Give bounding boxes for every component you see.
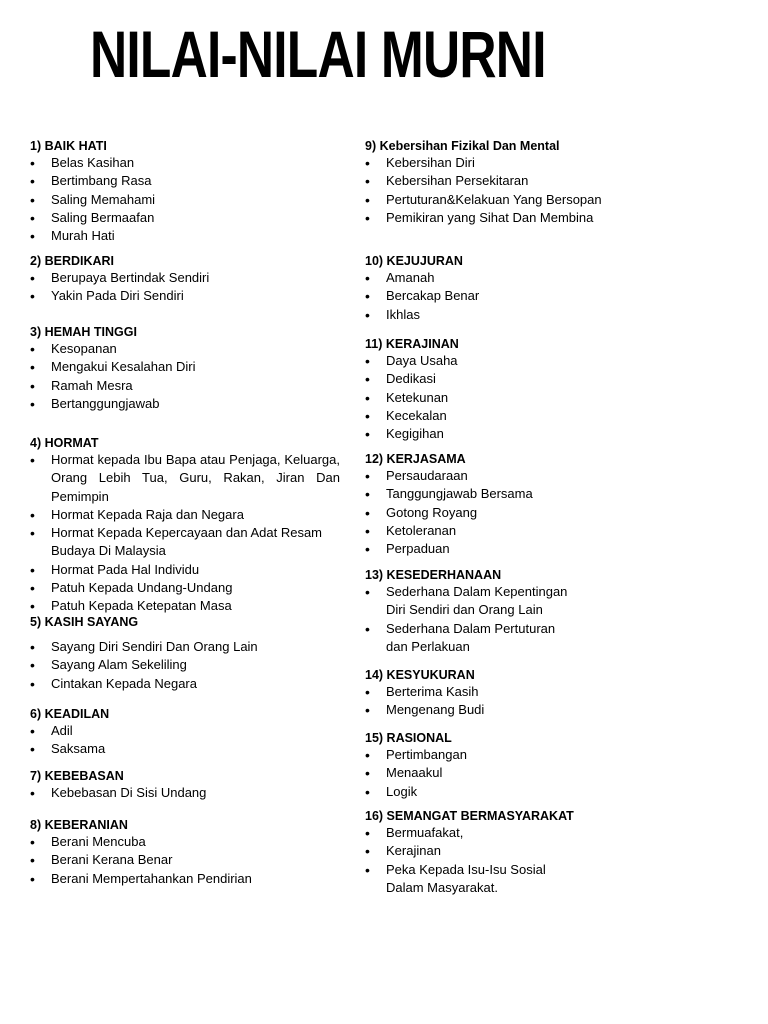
list-item: • Ketoleranan [365, 522, 675, 540]
list-item: • Belas Kasihan [30, 154, 340, 172]
section-rasional [365, 730, 675, 802]
list-item: • Daya Usaha [365, 352, 675, 370]
section-baik-hati [30, 138, 340, 245]
list-item: • Kebersihan Diri [365, 154, 675, 172]
value-list [30, 784, 340, 802]
list-item: • Menaakul [365, 764, 675, 782]
list-item: • Bertimbang Rasa [30, 172, 340, 190]
section-title: 8) KEBERANIAN [30, 818, 128, 832]
list-item: • Sayang Alam Sekeliling [30, 656, 340, 674]
section-kebebasan [30, 768, 340, 802]
section-title: 1) BAIK HATI [30, 139, 107, 153]
value-list [30, 638, 340, 693]
list-item: • Saksama [30, 740, 340, 758]
list-item: • Murah Hati [30, 227, 340, 245]
section-title: 15) RASIONAL [365, 731, 452, 745]
list-item: • Hormat Pada Hal Individu [30, 561, 340, 579]
list-item: • Ikhlas [365, 306, 675, 324]
list-item: • Pemikiran yang Sihat Dan Membina [365, 209, 675, 227]
list-item: • Logik [365, 783, 675, 801]
list-item: • Saling Memahami [30, 191, 340, 209]
section-title: 5) KASIH SAYANG [30, 615, 139, 629]
list-item: • Mengenang Budi [365, 701, 675, 719]
list-item: • Yakin Pada Diri Sendiri [30, 287, 340, 305]
list-item: • Berani Mempertahankan Pendirian [30, 870, 340, 888]
list-item: • Pertimbangan [365, 746, 675, 764]
list-item: • Berani Kerana Benar [30, 851, 340, 869]
list-item: • Saling Bermaafan [30, 209, 340, 227]
value-list [365, 467, 675, 558]
list-item: • Bermuafakat, [365, 824, 575, 842]
section-kesederhanaan [365, 567, 675, 656]
section-title: 3) HEMAH TINGGI [30, 325, 137, 339]
value-list [30, 833, 340, 888]
value-list [365, 154, 675, 227]
value-list [30, 722, 340, 759]
value-list [30, 340, 340, 413]
section-title: 11) KERAJINAN [365, 337, 459, 351]
value-list [365, 824, 575, 897]
list-item: • Tanggungjawab Bersama [365, 485, 675, 503]
list-item: • Peka Kepada Isu-Isu Sosial Dalam Masyarakat. [365, 861, 575, 898]
value-list [365, 269, 675, 324]
section-kebersihan [365, 138, 675, 227]
list-item: • Mengakui Kesalahan Diri [30, 358, 340, 376]
list-item: • Perpaduan [365, 540, 675, 558]
list-item: • Patuh Kepada Ketepatan Masa [30, 597, 340, 615]
list-item: • Hormat kepada Ibu Bapa atau Penjaga, Keluarga, Orang Lebih Tua, Guru, Rakan, Jiran Dan Pemimpin [30, 451, 340, 506]
list-item: • Dedikasi [365, 370, 675, 388]
value-list [365, 583, 590, 656]
section-semangat-bermasyarakat [365, 808, 675, 897]
list-item: • Patuh Kepada Undang-Undang [30, 579, 340, 597]
section-hormat [30, 435, 340, 614]
section-title: 7) KEBEBASAN [30, 769, 124, 783]
list-item: • Persaudaraan [365, 467, 675, 485]
list-item: • Amanah [365, 269, 675, 287]
value-list [30, 154, 340, 245]
value-list [365, 683, 675, 720]
section-title: 14) KESYUKURAN [365, 668, 475, 682]
list-item: • Hormat Kepada Kepercayaan dan Adat Resam Budaya Di Malaysia [30, 524, 340, 561]
list-item: • Sederhana Dalam Pertuturan dan Perlakuan [365, 620, 590, 657]
section-kerajinan [365, 336, 675, 443]
section-title: 10) KEJUJURAN [365, 254, 463, 268]
section-kesyukuran [365, 667, 675, 720]
section-berdikari [30, 253, 340, 306]
value-list [30, 269, 340, 306]
list-item: • Pertuturan&Kelakuan Yang Bersopan [365, 191, 675, 209]
list-item: • Sederhana Dalam Kepentingan Diri Sendiri dan Orang Lain [365, 583, 590, 620]
section-title: 6) KEADILAN [30, 707, 110, 721]
list-item: • Ketekunan [365, 389, 675, 407]
section-title: 13) KESEDERHANAAN [365, 568, 502, 582]
section-title: 2) BERDIKARI [30, 254, 115, 268]
list-item: • Bercakap Benar [365, 287, 675, 305]
section-kejujuran [365, 253, 675, 324]
list-item: • Berupaya Bertindak Sendiri [30, 269, 340, 287]
value-list [365, 746, 675, 801]
section-kerjasama [365, 451, 675, 558]
list-item: • Kesopanan [30, 340, 340, 358]
value-list [365, 352, 675, 443]
value-list [30, 451, 340, 616]
section-title: 12) KERJASAMA [365, 452, 466, 466]
page-title: NILAI-NILAI MURNI [90, 17, 546, 91]
list-item: • Adil [30, 722, 340, 740]
list-item: • Sayang Diri Sendiri Dan Orang Lain [30, 638, 340, 656]
section-title: 4) HORMAT [30, 436, 99, 450]
list-item: • Kebebasan Di Sisi Undang [30, 784, 340, 802]
section-keadilan [30, 706, 340, 759]
section-title: 9) Kebersihan Fizikal Dan Mental [365, 139, 560, 153]
section-title: 16) SEMANGAT BERMASYARAKAT [365, 809, 574, 823]
list-item: • Kerajinan [365, 842, 575, 860]
list-item: • Berani Mencuba [30, 833, 340, 851]
list-item: • Cintakan Kepada Negara [30, 675, 340, 693]
section-kasih-sayang [30, 614, 340, 693]
section-keberanian [30, 817, 340, 888]
list-item: • Kebersihan Persekitaran [365, 172, 675, 190]
list-item: • Hormat Kepada Raja dan Negara [30, 506, 340, 524]
list-item: • Ramah Mesra [30, 377, 340, 395]
list-item: • Gotong Royang [365, 504, 675, 522]
list-item: • Kegigihan [365, 425, 675, 443]
list-item: • Berterima Kasih [365, 683, 675, 701]
section-hemah-tinggi [30, 324, 340, 413]
list-item: • Bertanggungjawab [30, 395, 340, 413]
list-item: • Kecekalan [365, 407, 675, 425]
